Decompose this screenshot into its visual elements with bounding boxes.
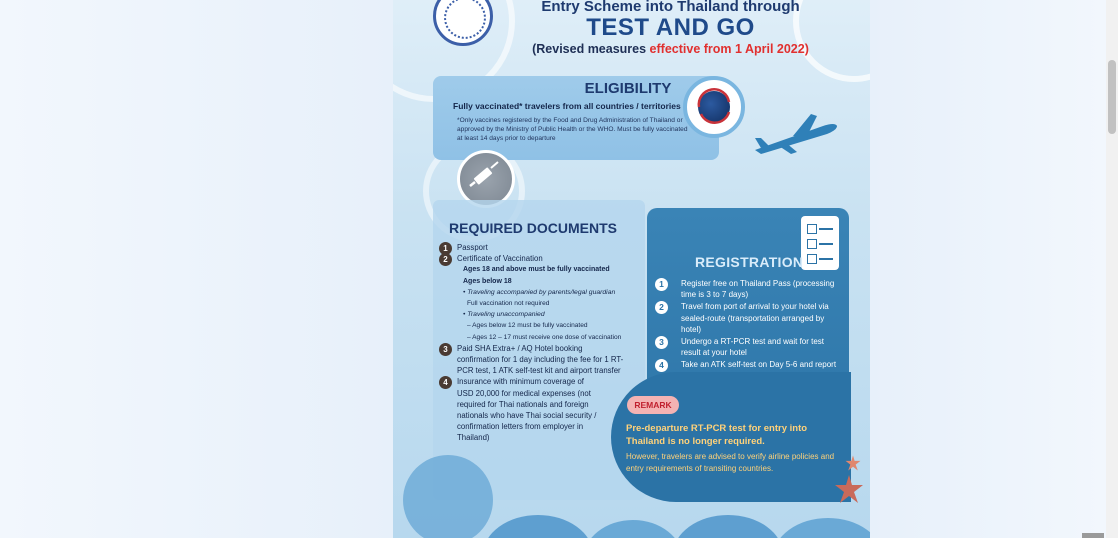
document-label: Insurance with minimum coverage of USD 20,000 for medical expenses (not required for Thai nationals and foreign nationals who have Thai social security / confirmation letters from employer in Thailand) bbox=[457, 377, 597, 443]
document-item bbox=[439, 242, 659, 253]
check-box bbox=[807, 239, 817, 249]
check-line bbox=[819, 228, 833, 230]
vaccination-detail: Ages below 18 bbox=[463, 277, 512, 285]
document-item bbox=[439, 376, 597, 443]
syringe-glyph bbox=[460, 153, 506, 199]
step-text: Take an ATK self-test on Day 5-6 and report bbox=[681, 360, 837, 370]
wave-decoration bbox=[403, 455, 493, 538]
globe-icon bbox=[683, 76, 745, 138]
registration-step bbox=[655, 301, 845, 335]
globe-arrows bbox=[691, 84, 737, 130]
subtitle-highlight: effective from 1 April 2022) bbox=[649, 42, 809, 56]
step-number: 3 bbox=[655, 336, 668, 349]
document-label: Certificate of Vaccination bbox=[457, 254, 543, 264]
registration-step bbox=[655, 278, 845, 300]
eligibility-note: *Only vaccines registered by the Food and Drug Administration of Thailand or approved by the Ministry of Public Health or the WHO. Must be fully vaccinated at least 14 days prior to departure bbox=[457, 117, 688, 142]
step-text: Register free on Thailand Pass (processing time is 3 to 7 days) bbox=[681, 279, 835, 300]
document-number: 2 bbox=[439, 253, 452, 266]
remark-note-text: However, travelers are advised to verify airline policies and entry requirements of transiting countries. bbox=[626, 452, 835, 473]
vaccination-detail: • Traveling accompanied by parents/legal guardian bbox=[463, 288, 616, 296]
step-number: 4 bbox=[655, 359, 668, 372]
check-box bbox=[807, 224, 817, 234]
poster-title-line1: Entry Scheme into Thailand through bbox=[541, 0, 800, 15]
check-line bbox=[819, 243, 833, 245]
vaccination-detail: Full vaccination not required bbox=[467, 300, 550, 308]
check-line bbox=[819, 258, 833, 260]
wave-decoration bbox=[773, 518, 870, 538]
document-number: 4 bbox=[439, 376, 452, 389]
page-background-right bbox=[870, 0, 1106, 538]
starfish-icon bbox=[834, 474, 864, 504]
document-item bbox=[439, 343, 627, 377]
step-text: Undergo a RT-PCR test and wait for test result at your hotel bbox=[681, 337, 825, 358]
airplane-icon bbox=[753, 112, 839, 156]
eligibility-line: Fully vaccinated* travelers from all countries / territories bbox=[453, 101, 681, 111]
scrollbar-thumb[interactable] bbox=[1108, 60, 1116, 134]
document-label: Passport bbox=[457, 243, 488, 252]
step-text: Travel from port of arrival to your hotel via sealed-route (transportation arranged by hotel) bbox=[681, 302, 829, 334]
registration-title: REGISTRATION bbox=[695, 254, 804, 270]
document-item bbox=[439, 253, 659, 264]
step-number: 1 bbox=[655, 278, 668, 291]
test-and-go-poster bbox=[393, 0, 870, 538]
check-box bbox=[807, 254, 817, 264]
remark-main-text: Pre-departure RT-PCR test for entry into Thailand is no longer required. bbox=[626, 423, 808, 447]
wave-decoration bbox=[483, 515, 593, 538]
registration-step bbox=[655, 336, 845, 358]
subtitle-prefix: (Revised measures bbox=[532, 42, 650, 56]
eligibility-title: ELIGIBILITY bbox=[584, 80, 672, 97]
step-number: 2 bbox=[655, 301, 668, 314]
documents-title: REQUIRED DOCUMENTS bbox=[449, 220, 618, 236]
poster-subtitle bbox=[393, 42, 870, 56]
wave-decoration bbox=[673, 515, 783, 538]
vaccination-detail: – Ages 12 – 17 must receive one dose of vaccination bbox=[467, 333, 622, 341]
checklist-icon bbox=[801, 216, 839, 270]
vaccination-detail: Ages 18 and above must be fully vaccinated bbox=[463, 266, 610, 274]
vertical-scrollbar[interactable] bbox=[1106, 0, 1118, 538]
page-background-left bbox=[0, 0, 393, 538]
starfish-icon bbox=[845, 455, 861, 471]
scroll-corner bbox=[1082, 533, 1104, 538]
vaccination-detail: – Ages below 12 must be fully vaccinated bbox=[467, 322, 588, 330]
document-label: Paid SHA Extra+ / AQ Hotel booking confirmation for 1 day including the fee for 1 RT-PCR test, 1 ATK self-test kit and airport transfer bbox=[457, 343, 624, 376]
remark-badge: REMARK bbox=[627, 396, 679, 414]
poster-title-line2: TEST AND GO bbox=[586, 14, 755, 41]
wave-decoration bbox=[583, 520, 683, 538]
document-number: 3 bbox=[439, 343, 452, 356]
document-number: 1 bbox=[439, 242, 452, 255]
vaccination-detail: • Traveling unaccompanied bbox=[463, 311, 545, 319]
